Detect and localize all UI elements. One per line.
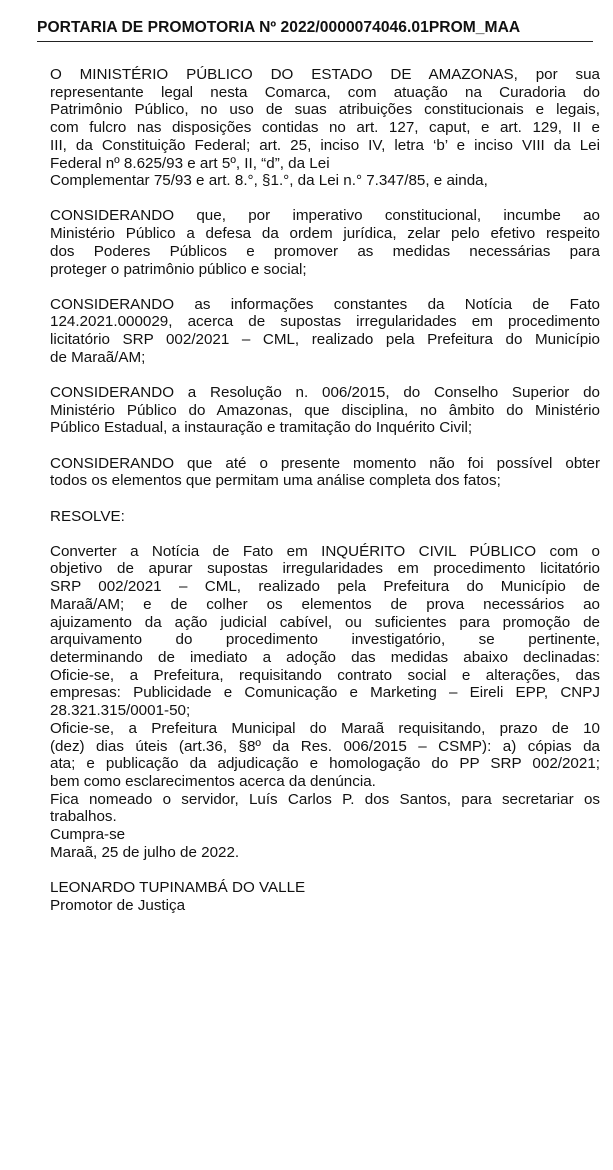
considerando-line: Público Estadual, a instauração e tramitação do Inquérito Civil; [50,419,473,437]
resolve-line: trabalhos. [50,808,117,826]
considerando-line: CONSIDERANDO a Resolução n. 006/2015, do Conselho Superior do [50,384,600,402]
considerando-line: dos Poderes Públicos e promover as medidas necessárias para [50,242,600,260]
signature-name: LEONARDO TUPINAMBÁ DO VALLE [50,878,306,896]
resolve-line: 28.321.315/0001-50; [50,702,191,720]
date-line: Maraã, 25 de julho de 2022. [50,843,240,861]
considerando-paragraph-1 [50,207,600,278]
intro-line: III, da Constituição Federal; art. 25, inciso IV, letra ‘b’ e inciso VIII da Lei [50,136,600,154]
considerando-line: licitatório SRP 002/2021 – CML, realizado pela Prefeitura do Município [50,331,600,349]
intro-line: O MINISTÉRIO PÚBLICO DO ESTADO DE AMAZONAS, por sua [50,66,600,83]
considerando-paragraph-2 [50,296,600,367]
considerando-line: CONSIDERANDO as informações constantes da Notícia de Fato [50,295,600,313]
resolve-line: Converter a Notícia de Fato em INQUÉRITO CIVIL PÚBLICO com o [50,542,600,560]
intro-line: Federal nº 8.625/93 e art 5º, II, “d”, da Lei [50,154,330,172]
considerando-line: de Maraã/AM; [50,348,146,366]
considerando-line: CONSIDERANDO que até o presente momento não foi possível obter [50,454,600,472]
resolve-line: determinando de imediato a adoção das medidas abaixo declinadas: [50,648,600,666]
considerando-line: todos os elementos que permitam uma análise completa dos fatos; [50,472,501,490]
considerando-line: Ministério Público a defesa da ordem jurídica, zelar pelo efetivo respeito [50,225,600,243]
considerando-line: 124.2021.000029, acerca de supostas irregularidades em procedimento [50,313,600,331]
resolve-line: ata; e publicação da adjudicação e homologação do PP SRP 002/2021; [50,755,600,773]
document-body [50,66,600,914]
intro-line: Complementar 75/93 e art. 8.°, §1.°, da Lei n.° 7.347/85, e ainda, [50,172,488,190]
resolve-line: (dez) dias úteis (art.36, §8º da Res. 006/2015 – CSMP): a) cópias da [50,737,600,755]
signature-block [50,879,600,914]
document-header: PORTARIA DE PROMOTORIA Nº 2022/0000074046.01PROM_MAA [37,18,593,42]
considerando-paragraph-3 [50,384,600,437]
intro-line: representante legal nesta Comarca, com atuação na Curadoria do [50,83,600,101]
resolve-line: objetivo de apurar supostas irregularidades em procedimento licitatório [50,560,600,578]
resolve-line: empresas: Publicidade e Comunicação e Marketing – Eireli EPP, CNPJ [50,684,600,702]
resolve-line: arquivamento do procedimento investigatório, se pertinente, [50,631,600,649]
resolve-line: Fica nomeado o servidor, Luís Carlos P. dos Santos, para secretariar os [50,790,600,808]
resolve-line: Oficie-se, a Prefeitura Municipal do Maraã requisitando, prazo de 10 [50,719,600,737]
intro-paragraph [50,66,600,190]
considerando-line: Ministério Público do Amazonas, que disciplina, no âmbito do Ministério [50,401,600,419]
resolve-line: Maraã/AM; e de colher os elementos de prova necessários ao [50,595,600,613]
resolve-line: Oficie-se, a Prefeitura, requisitando contrato social e alterações, das [50,666,600,684]
resolve-line: bem como esclarecimentos acerca da denúncia. [50,772,376,790]
resolve-line: Cumpra-se [50,826,126,844]
resolve-line: SRP 002/2021 – CML, realizado pela Prefeitura do Município de [50,578,600,596]
considerando-paragraph-4 [50,455,600,490]
resolve-line: ajuizamento da ação judicial cabível, ou suficientes para promoção de [50,613,600,631]
resolve-label: RESOLVE: [50,507,125,525]
intro-line: Patrimônio Público, no uso de suas atribuições constitucionais e legais, [50,101,600,119]
considerando-line: CONSIDERANDO que, por imperativo constitucional, incumbe ao [50,207,600,225]
intro-line: com fulcro nas disposições contidas no art. 127, caput, e art. 129, II e [50,119,600,137]
resolve-body [50,543,600,862]
signature-title: Promotor de Justiça [50,896,186,914]
considerando-line: proteger o patrimônio público e social; [50,260,307,278]
